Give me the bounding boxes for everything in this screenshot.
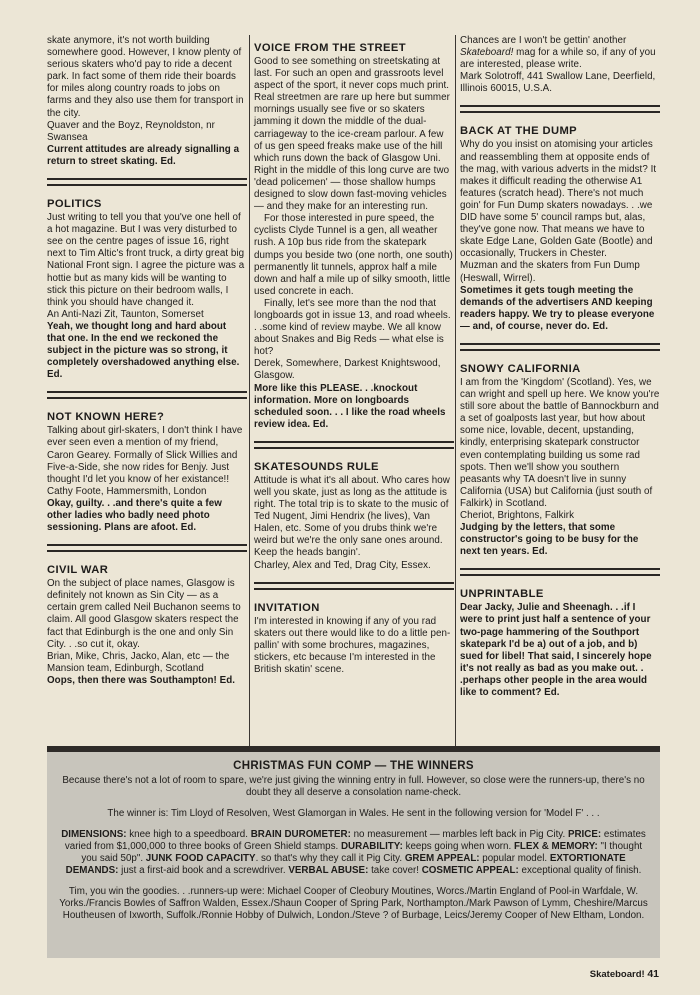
letter-intro-editor-reply: Current attitudes are already signalling a return to street skating. Ed. (47, 143, 240, 167)
durability-label: DURABILITY: (340, 841, 403, 852)
footer-magazine-name: Skateboard! (589, 969, 645, 980)
section-divider (254, 441, 454, 449)
column-rule-left (249, 35, 250, 747)
section-divider (460, 105, 660, 113)
junk-label: JUNK FOOD CAPACITY (145, 853, 256, 864)
skatesounds-rule-heading: SKATESOUNDS RULE (254, 460, 379, 473)
snowy-california-heading: SNOWY CALIFORNIA (460, 362, 581, 375)
page-footer (590, 968, 659, 980)
letter-intro-signature: Quaver and the Boyz, Reynoldston, nr Swansea (47, 119, 215, 143)
grem-label: GREM APPEAL: (404, 853, 480, 864)
civil-war-body: On the subject of place names, Glasgow is definitely not known as Sin City — as a certain grem called Neil Buchanon seems to claim. All good Glasgow skaters respect the fact that Edinburgh is the one and only Sin City. . .so cut it, okay. (47, 578, 241, 650)
voice-editor-reply: More like this PLEASE. . .knockout information. More on longboards scheduled soon. . . I like the road wheels review idea. Ed. (254, 382, 446, 430)
brain-text: no measurement — marbles left back in Pig City. (350, 829, 568, 840)
unprintable-editor-reply: Dear Jacky, Julie and Sheenagh. . .if I were to print just half a sentence of your two-page hammering of the Southport skatepark I'd be a) out of a job, and b) sued for libel! That said, I sincerely hope it's not really as bad as you make out. . .perhaps other people in the area would like to comment? Ed. (460, 602, 652, 699)
durability-text: keeps going when worn. (402, 841, 514, 852)
skatesounds-signature: Charley, Alex and Ted, Drag City, Essex. (254, 559, 431, 571)
civil-war-signature: Brian, Mike, Chris, Jacko, Alan, etc — the Mansion team, Edinburgh, Scotland (47, 650, 230, 674)
cosmetic-text: exceptional quality of finish. (518, 865, 642, 876)
invitation-body: I'm interested in knowing if any of you rad skaters out there would like to do a little pen-pallin' with some brochures, magazines, stickers, etc because I'm interested in the British skatin' scene. (254, 615, 451, 676)
comp-title: CHRISTMAS FUN COMP — THE WINNERS (233, 760, 474, 772)
section-divider (460, 343, 660, 351)
skatesounds-body: Attitude is what it's all about. Who cares how well you skate, just as long as the attitude is right. The total trip is to skate to the music of Ted Nugent, Jimi Hendrix (he lives), Van Halen, etc. Some of you drubs think we're weird but we're the only sane ones around. Keep the heads bangin'. (254, 474, 450, 559)
not-known-here-heading: NOT KNOWN HERE? (47, 411, 165, 424)
flex-text: "I thought you said 50p". (81, 841, 643, 864)
extortionate-label: EXTORTIONATE DEMANDS: (65, 853, 626, 876)
comp-winning-entry (57, 829, 650, 877)
section-divider (47, 178, 247, 186)
not-known-here-body: Talking about girl-skaters, I don't think I have ever seen even a mention of my friend, Caron Gearey. Formally of Slick Willies and Five-a-Side, she now rides for Benjy. Just thought I'd let you know of her existance!! (47, 425, 243, 485)
chances-text-b: mag for a while so, if any of you are interested, please write. (460, 47, 656, 71)
magazine-title-mention: Skateboard! (460, 47, 514, 59)
price-label: PRICE: (567, 829, 602, 840)
voice-body-p2: For those interested in pure speed, the cyclists Clyde Tunnel is a gen, all weather rush. A 10p bus ride from the skatepark dumps you beside two (one north, one south) permanently lit tunnels, approx half a mile down and half a mile up of silky smooth, little used concrete in each. (254, 213, 453, 297)
dump-editor-reply: Sometimes it gets tough meeting the demands of the advertisers AND keeping readers happy. We try to please everyone — and, of course, never do. Ed. (460, 284, 655, 332)
comp-winner: The winner is: Tim Lloyd of Resolven, West Glamorgan in Wales. He sent in the following version for 'Model F' . . . (107, 808, 600, 819)
snowy-editor-reply: Judging by the letters, that some constructor's going to be busy for the next ten years. Ed. (460, 522, 639, 558)
politics-signature: An Anti-Nazi Zit, Taunton, Somerset (47, 308, 204, 320)
verbal-label: VERBAL ABUSE: (288, 865, 369, 876)
comp-runners-up: Tim, you win the goodies. . .runners-up were: Michael Cooper of Cleobury Moutines, Worcs./Martin England of Pool-in Warfdale, W. Yorks./Francis Bowles of Saffron Walden, Essex./Shaun Cooper of Spring Park, Northampton./Mark Pawson of Lymm, Cheshire/Marcus Houtheusen of Ixworth, Suffolk./Ronnie Hobby of Dulwich, London./Steve ? of Burbage, Leics/Jeremy Cooper of New Eltham, London. (59, 886, 648, 921)
not-known-here-editor-reply: Okay, guilty. . .and there's quite a few other ladies who badly need photo sessioning. Plans are afoot. Ed. (47, 497, 222, 534)
column-rule-right (455, 35, 456, 747)
section-divider (47, 544, 247, 552)
back-at-the-dump-heading: BACK AT THE DUMP (460, 125, 578, 138)
politics-body: Just writing to tell you that you've one hell of a hot magazine. But I was very disturbed to see on the centre pages of issue 16, right next to Tim Altic's front truck, a dirty great big National Front sign. I agree the picture was a hottie but as many kids will be wanting to stick this picture on their bedroom walls, I think you should have changed it. (47, 212, 245, 308)
voice-signature: Derek, Somewhere, Darkest Knightswood, Glasgow. (254, 358, 441, 382)
brain-label: BRAIN DUROMETER: (250, 829, 351, 840)
column-right (460, 35, 660, 699)
dimensions-text: knee high to a speedboard. (126, 829, 251, 840)
dump-signature: Muzman and the skaters from Fun Dump (Heswall, Wirrel). (460, 260, 640, 284)
chances-signature: Mark Solotroff, 441 Swallow Lane, Deerfield, Illinois 60015, U.S.A. (460, 71, 656, 95)
verbal-text: take cover! (368, 865, 422, 876)
politics-heading: POLITICS (47, 198, 102, 211)
grem-text: popular model. (479, 853, 550, 864)
politics-editor-reply: Yeah, we thought long and hard about that one. In the end we reckoned the subject in the picture was so strong, it completely overshadowed anything else. Ed. (47, 320, 240, 381)
column-left (47, 35, 247, 687)
snowy-signature: Cheriot, Brightons, Falkirk (460, 510, 575, 521)
chances-text-a: Chances are I won't be gettin' another (460, 35, 627, 46)
voice-body-p3: Finally, let's see more than the nod that longboards got in issue 13, and road wheels. . .some kind of review maybe. We all know about Snakes and Big Reds — what else is hot? (254, 297, 451, 358)
page-number: 41 (647, 968, 659, 980)
section-divider (460, 568, 660, 576)
column-middle (254, 42, 454, 676)
civil-war-editor-reply: Oops, then there was Southampton! Ed. (47, 674, 235, 686)
civil-war-heading: CIVIL WAR (47, 564, 109, 577)
voice-from-the-street-heading: VOICE FROM THE STREET (254, 42, 406, 54)
not-known-here-signature: Cathy Foote, Hammersmith, London (47, 485, 207, 497)
dump-body: Why do you insist on atomising your articles and reassembling them at opposite ends of the mag, with various adverts in the midst? It makes it difficult reading the otherwise A1 features (scratch head). There's not much goin' for Fun Dump skaters nowadays. . .we DID have some 5' council ramps but, alas, they've gone now. That means we have to skate Edge Lane, Golden Gate (Bootle) and occasionally, Truckers in Chester. (460, 139, 657, 260)
flex-label: FLEX & MEMORY: (513, 841, 598, 852)
invitation-heading: INVITATION (254, 601, 320, 614)
junk-text: . so that's why they call it Pig City. (255, 853, 405, 864)
section-divider (47, 391, 247, 399)
price-text: estimates varied from $1,000,000 to three books of Green Shield stamps. (64, 829, 646, 852)
unprintable-heading: UNPRINTABLE (460, 588, 544, 601)
christmas-comp-box (47, 746, 660, 958)
extortionate-text: just a first-aid book and a screwdriver. (118, 865, 289, 876)
section-divider (254, 582, 454, 590)
voice-body-p1: Good to see something on streetskating at last. For such an open and grassroots level aspect of the sport, it never cops much print. Real streetmen are rare up here but summer mornings usually see five or so skaters jamming it down the middle of the dual-carriageway to the ice-cream parlour. A few of us gen speed freaks make use of the hill which runs down the back of Glasgow Uni. Right in the middle of this long curve are two 'dead policemen' — those shallow humps designed to slow down fast-moving vehicles — and they make for an interesting run. (254, 56, 450, 213)
comp-intro: Because there's not a lot of room to spare, we're just giving the winning entry in full. However, so close were the runners-up, there's no doubt they all deserve a consolation name-check. (62, 775, 645, 798)
cosmetic-label: COSMETIC APPEAL: (421, 865, 519, 876)
snowy-body: I am from the 'Kingdom' (Scotland). Yes, we can wright and spell up here. We know you're still sore about the battle of Bannockburn and a set of goalposts last year, but how about some nice, lovable, decent, upstanding, kindly, enterprising skatepark constructor even contemplating building us some rad spots. Then we'll show you southern peasants why TA doesn't live in sunny California (USA) but California (just south of Falkirk) in Scotland. (460, 376, 660, 509)
dimensions-label: DIMENSIONS: (61, 829, 127, 840)
chances-body (460, 35, 660, 71)
letter-intro-body: skate anymore, it's not worth building somewhere good. However, I know plenty of serious skaters who'd pay to ride a decent park. In fact some of them ride their boards for miles along country roads to jobs on farms and they also use them for transport in the city. (47, 35, 244, 119)
